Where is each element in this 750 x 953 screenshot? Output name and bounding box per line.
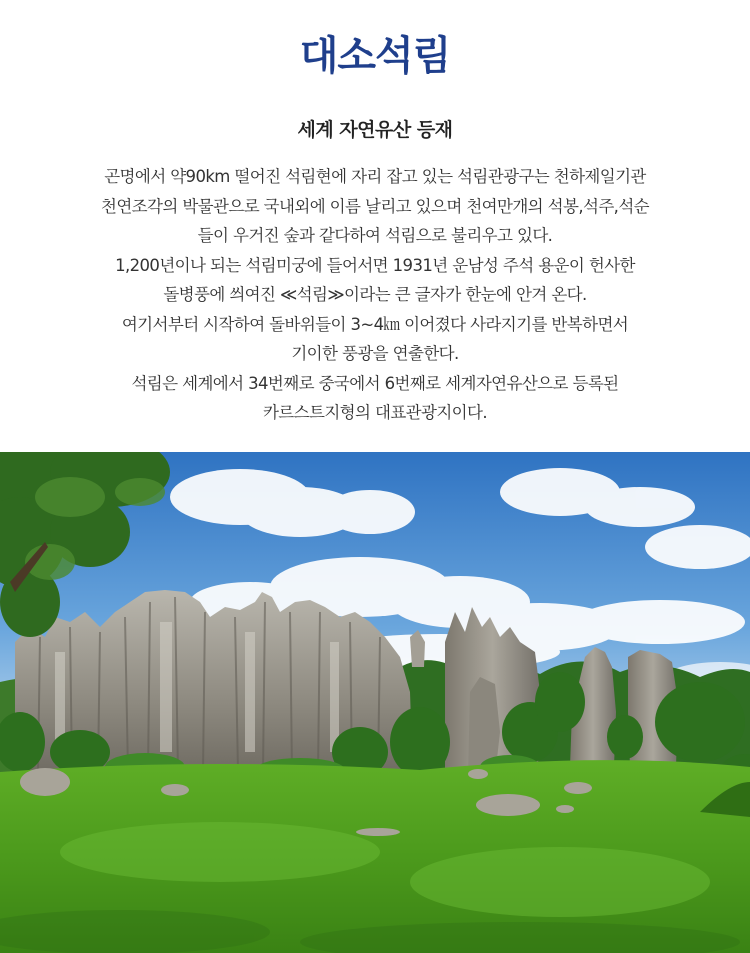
stone-forest-illustration <box>0 452 750 953</box>
description-line: 들이 우거진 숲과 같다하여 석림으로 불리우고 있다. <box>197 226 553 245</box>
description-line: 기이한 풍광을 연출한다. <box>291 344 459 363</box>
description-line: 석림은 세계에서 34번째로 중국에서 6번째로 세계자연유산으로 등록된 <box>131 373 619 393</box>
description-line: 여기서부터 시작하여 돌바위들이 3~4㎞ 이어졌다 사라지기를 반복하면서 <box>121 314 629 334</box>
stone-forest-photo <box>0 452 750 953</box>
description-line: 1,200년이나 되는 석림미궁에 들어서면 1931년 운남성 주석 용운이 헌사한 <box>115 255 635 275</box>
description <box>40 162 710 428</box>
description-line: 카르스트지형의 대표관광지이다. <box>262 403 488 422</box>
page-title: 대소석림 <box>299 33 451 79</box>
description-line: 돌병풍에 씌여진 ≪석림≫이라는 큰 글자가 한눈에 안겨 온다. <box>163 285 587 304</box>
description-line: 곤명에서 약90km 떨어진 석림현에 자리 잡고 있는 석림관광구는 천하제일기관 <box>104 167 646 186</box>
page-subtitle: 세계 자연유산 등재 <box>297 119 453 141</box>
description-line: 천연조각의 박물관으로 국내외에 이름 날리고 있으며 천여만개의 석봉,석주,석순 <box>101 196 649 216</box>
